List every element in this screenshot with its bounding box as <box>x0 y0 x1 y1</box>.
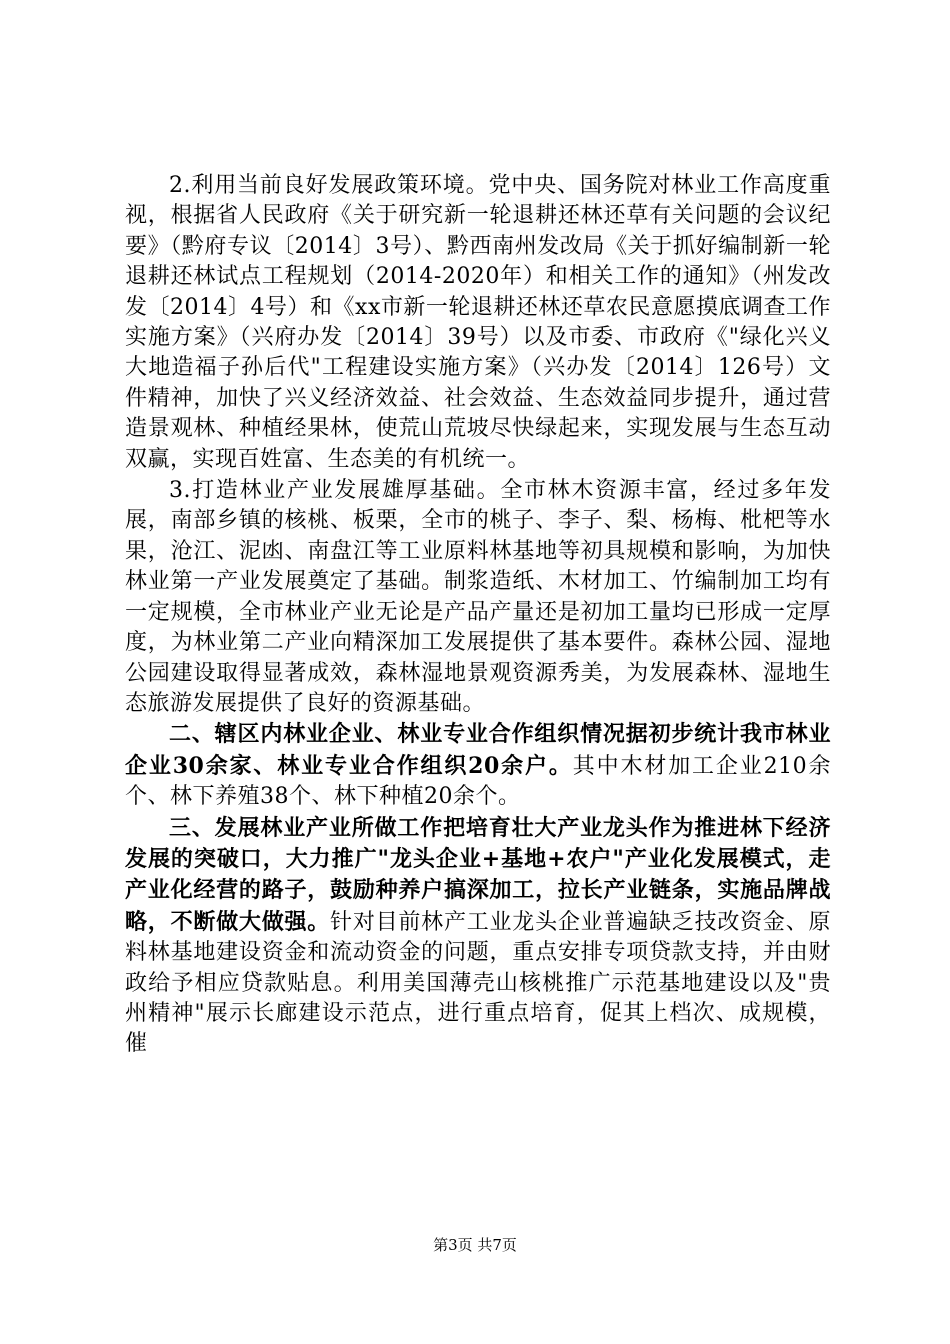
paragraph-text: 其中木材加工企业210余个、林下养殖38个、林下种植20余个。 <box>125 753 831 810</box>
paragraph-text: 2.利用当前良好发展政策环境。党中央、国务院对林业工作高度重视，根据省人民政府《关于研究新一轮退耕还林还草有关问题的会议纪要》（黔府专议〔2014〕3号）、黔西南州发改局《关于抓好编制新一轮退耕还林试点工程规划（2014-2020年）和相关工作的通知》（州发改发〔2014〕4号）和《xx市新一轮退耕还林还草农民意愿摸底调查工作实施方案》（兴府办发〔2014〕39号）以及市委、市政府《"绿化兴义大地造福子孙后代"工程建设实施方案》（兴办发〔2014〕126号）文件精神，加快了兴义经济效益、社会效益、生态效益同步提升，通过营造景观林、种植经果林，使荒山荒坡尽快绿起来，实现发展与生态互动双赢，实现百姓富、生态美的有机统一。 <box>125 173 831 472</box>
document-body <box>125 170 831 1060</box>
paragraph-text: 3.打造林业产业发展雄厚基础。全市林木资源丰富，经过多年发展，南部乡镇的核桃、板栗，全市的桃子、李子、梨、杨梅、枇杷等水果，沧江、泥凼、南盘江等工业原料林基地等初具规模和影响，为加快林业第一产业发展奠定了基础。制浆造纸、木材加工、竹编制加工均有一定规模，全市林业产业无论是产品产量还是初加工量均已形成一定厚度，为林业第二产业向精深加工发展提供了基本要件。森林公园、湿地公园建设取得显著成效，森林湿地景观资源秀美，为发展森林、湿地生态旅游发展提供了良好的资源基础。 <box>125 478 831 716</box>
paragraph-policy-environment <box>125 170 831 475</box>
paragraph-work-done <box>125 813 831 1060</box>
paragraph-text: 针对目前林产工业龙头企业普遍缺乏技改资金、原料林基地建设资金和流动资金的问题，重点安排专项贷款支持，并由财政给予相应贷款贴息。利用美国薄壳山核桃推广示范基地建设以及"贵州精神"展示长廊建设示范点，进行重点培育，促其上档次、成规模，催 <box>125 909 831 1057</box>
paragraph-lead: 三、发展林业产业所做工作把培育壮大产业龙头作为推进林下经济发展的突破口，大力推广"龙头企业+基地+农户"产业化发展模式，走产业化经营的路子，鼓励种养户搞深加工，拉长产业链条，实施品牌战略，不断做大做强。 <box>125 814 831 935</box>
paragraph-enterprises-cooperatives <box>125 719 831 812</box>
page-footer: 第3页 共7页 <box>433 1236 517 1254</box>
paragraph-industry-foundation <box>125 475 831 719</box>
paragraph-lead: 二、辖区内林业企业、林业专业合作组织情况据初步统计我市林业企业30余家、林业专业合作组织20余户。 <box>125 721 831 779</box>
